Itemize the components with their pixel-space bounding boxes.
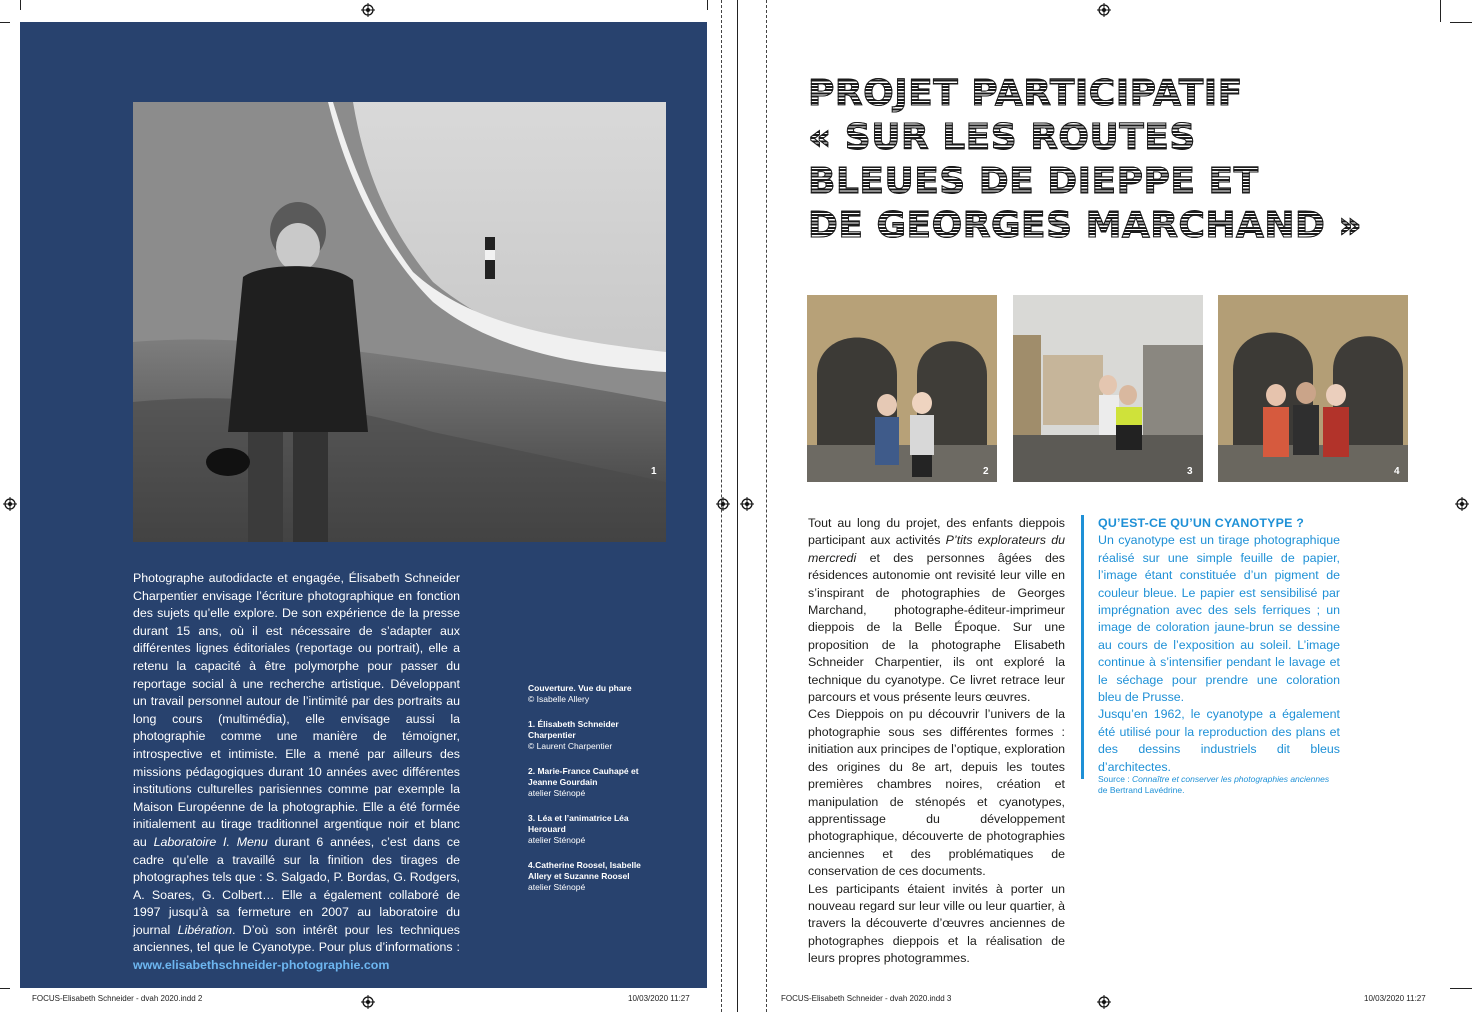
- arcade-group-photo-image: [1218, 295, 1408, 482]
- biography-text: [133, 570, 460, 975]
- caption-3: [528, 813, 648, 846]
- body-paragraph: Les participants étaient invités à porter un nouveau regard sur leur ville ou leur quartier, à travers la découverte d’œuvres anciennes de photographes dieppois et la réalisation de leurs propres photogrammes.: [808, 881, 1065, 966]
- caption-title: 4.Catherine Roosel, Isabelle Allery et Suzanne Roosel: [528, 860, 641, 881]
- caption-cover: [528, 683, 648, 705]
- bio-text: Photographe autodidacte et engagée, Élisabeth Schneider Charpentier envisage l’écriture photographique en fonction des sujets qu’elle explore. De son expérience de la presse durant 15 ans, où il est nécessaire de s’adapter aux différentes lignes éditoriales (reportage ou portrait), elle a retenu la capacité à être polymorphe pour passer du reportage social à une recherche artistique. Développant un travail personnel autour de l’intimité par des portraits au long cours (multimédia), elle envisage aussi la photographie comme une manière de témoigner, introspective et intimiste. Elle a mené par ailleurs des missions pédagogiques durant 10 années avec différentes institutions culturelles parisiennes comme par exemple la Maison Européenne de la photographie. Elle a été formée initialement au tirage traditionnel argentique noir et blanc au: [133, 571, 460, 849]
- body-italic: P’tits explorateurs du mercredi: [808, 533, 1065, 565]
- caption-title: Couverture. Vue du phare: [528, 683, 632, 693]
- project-body-text: [808, 515, 1065, 968]
- sidebar-paragraph: Jusqu’en 1962, le cyanotype a également été utilisé pour la reproduction des plans et des dessins industriels dit bleus d’architectes.: [1098, 707, 1340, 774]
- registration-mark-icon: [361, 995, 375, 1009]
- crop-mark: [0, 988, 10, 989]
- photo-number: 4: [1394, 466, 1400, 477]
- title-line: « SUR LES ROUTES: [808, 117, 1196, 158]
- town-square-photo-image: [1013, 295, 1203, 482]
- caption-title: 3. Léa et l’animatrice Léa Herouard: [528, 813, 629, 834]
- registration-mark-icon: [716, 497, 730, 511]
- bio-text: durant 6 années, c’est dans ce cadre qu’elle a travaillé sur la finition des tirages de photographes tels que : S. Salgado, P. Bordas, G. Rodgers, A. Soares, G. Colbert… Elle a également collaboré de 1997 jusqu’à sa fermeture en 2007 au laboratoire du journal: [133, 834, 460, 937]
- cliff-portrait-image: [133, 102, 666, 542]
- crop-mark: [1440, 0, 1441, 22]
- photo-captions: [528, 683, 648, 907]
- body-text: et des personnes âgées des résidences autonomie ont revisité leur ville en s’inspirant de photographies de Georges Marchand, photographe-éditeur-imprimeur dieppois de la Belle Époque. Sur une proposition de la photographe Elisabeth Schneider Charpentier, ils ont exploré la technique du cyanotype. Ce livret retrace leur parcours et vous présente leurs œuvres.: [808, 550, 1065, 705]
- thumbnail-photo-3: [1013, 295, 1203, 482]
- sidebar-paragraph: Un cyanotype est un tirage photographique réalisé sur une simple feuille de papier, l’image étant constituée d’un pigment de couleur bleue. Le papier est sensibilisé par imprégnation avec des sels ferriques ; un image de coloration jaune-brun se dessine au cours de l’exposition au soleil. L’image continue à s’intensifier pendant le lavage et le séchage pour prendre une coloration bleu de Prusse.: [1098, 533, 1340, 705]
- registration-mark-icon: [1455, 497, 1469, 511]
- crop-mark: [20, 0, 21, 10]
- registration-mark-icon: [361, 3, 375, 17]
- body-text: Tout au long du projet, des enfants dieppois participant aux activités: [808, 516, 1065, 548]
- source-note: [1098, 774, 1338, 796]
- registration-mark-icon: [1097, 995, 1111, 1009]
- footer-date-right: 10/03/2020 11:27: [1364, 994, 1426, 1003]
- crop-mark: [707, 0, 708, 10]
- registration-mark-icon: [740, 497, 754, 511]
- caption-credit: atelier Sténopé: [528, 882, 586, 892]
- caption-title: 2. Marie-France Cauhapé et Jeanne Gourdain: [528, 766, 639, 787]
- caption-title: 1. Élisabeth Schneider Charpentier: [528, 719, 619, 740]
- caption-4: [528, 860, 648, 893]
- sidebar-heading: QU’EST-CE QU’UN CYANOTYPE ?: [1098, 516, 1304, 530]
- photo-number: 2: [983, 466, 989, 477]
- caption-credit: © Laurent Charpentier: [528, 741, 613, 751]
- footer-file-right: FOCUS-Elisabeth Schneider - dvah 2020.indd 3: [781, 994, 952, 1003]
- caption-credit: atelier Sténopé: [528, 835, 586, 845]
- cyanotype-sidebar: [1098, 515, 1340, 776]
- gutter-line: [737, 0, 738, 1012]
- bio-italic: Libération: [177, 922, 232, 937]
- caption-1: [528, 719, 648, 752]
- photo-number: 1: [651, 466, 657, 477]
- title-line: PROJET PARTICIPATIF: [808, 73, 1243, 114]
- registration-mark-icon: [1097, 3, 1111, 17]
- arcade-photo-image: [807, 295, 997, 482]
- registration-mark-icon: [3, 497, 17, 511]
- photo-number: 3: [1187, 466, 1193, 477]
- title-line: BLEUES DE DIEPPE ET: [808, 161, 1259, 202]
- source-label: Source :: [1098, 774, 1133, 784]
- caption-2: [528, 766, 648, 799]
- bio-text: . D’où son intérêt pour les techniques anciennes, tel que le Cyanotype. Pour plus d’informations :: [133, 922, 461, 955]
- bio-italic: Laboratoire I. Menu: [153, 834, 268, 849]
- crop-mark: [1450, 22, 1472, 23]
- source-author: de Bertrand Lavédrine.: [1098, 785, 1185, 795]
- spread-center-line: [766, 0, 767, 1012]
- caption-credit: © Isabelle Allery: [528, 694, 590, 704]
- caption-credit: atelier Sténopé: [528, 788, 586, 798]
- title-line: DE GEORGES MARCHAND »: [808, 205, 1363, 246]
- portrait-photo: [133, 102, 666, 542]
- body-paragraph: [808, 515, 1065, 706]
- page-title: [808, 72, 1368, 248]
- crop-mark: [0, 22, 10, 23]
- website-link[interactable]: www.elisabethschneider-photographie.com: [133, 958, 390, 973]
- source-title: Connaître et conserver les photographies anciennes: [1132, 774, 1330, 784]
- footer-date-left: 10/03/2020 11:27: [628, 994, 690, 1003]
- footer-file-left: FOCUS-Elisabeth Schneider - dvah 2020.indd 2: [32, 994, 203, 1003]
- thumbnail-photo-4: [1218, 295, 1408, 482]
- sidebar-accent-bar: [1081, 515, 1084, 779]
- body-paragraph: Ces Dieppois on pu découvrir l’univers de la photographie sous ses différentes formes : initiation aux principes de l’optique, exploration des origines du 8e art, depuis les toutes premières chambres noires, création et manipulation de sténopés et cyanotypes, apprentissage du développement photographique, découverte de photographies anciennes et des problématiques de conservation de ces documents.: [808, 707, 1065, 879]
- crop-mark: [1450, 988, 1472, 989]
- thumbnail-photo-2: [807, 295, 997, 482]
